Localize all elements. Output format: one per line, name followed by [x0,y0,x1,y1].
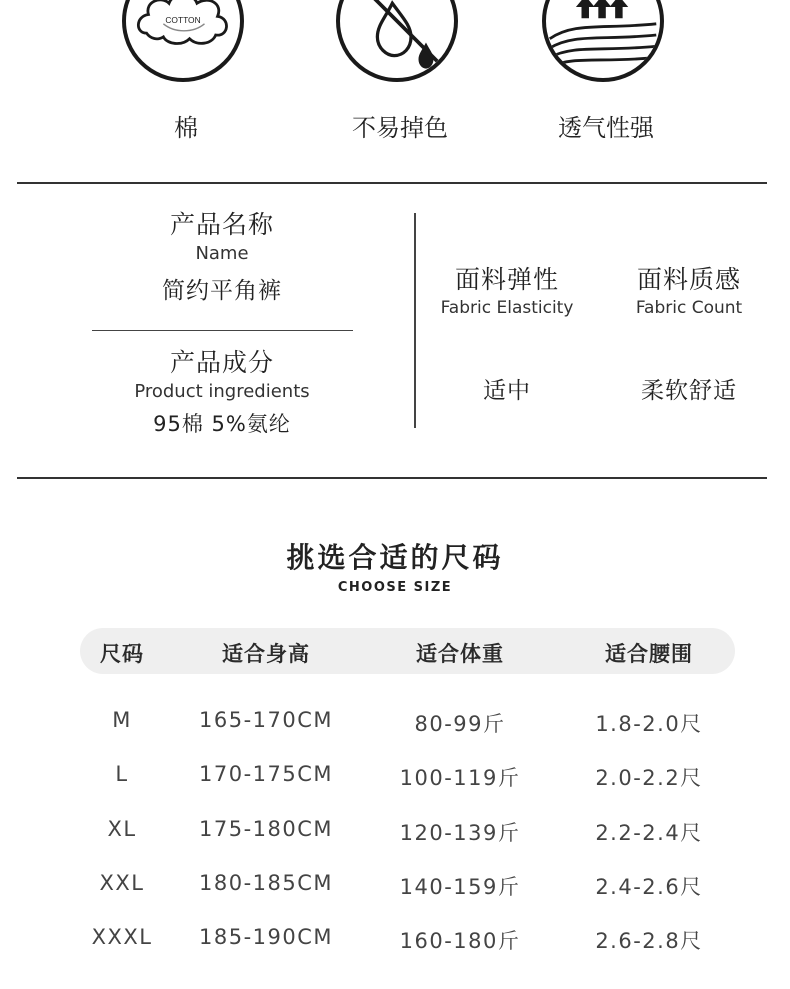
cell-weight: 160-180斤 [399,929,521,953]
size-section-subtitle: CHOOSE SIZE [337,580,453,595]
header-height: 适合身高 [222,642,310,666]
cell-waist: 2.4-2.6尺 [595,875,703,899]
header-waist: 适合腰围 [605,642,693,666]
spec-count-value: 柔软舒适 [641,378,737,404]
cell-height: 180-185CM [198,871,334,895]
middle-divider [17,477,767,479]
spec-elasticity-en: Fabric Elasticity [440,298,574,318]
spec-elasticity-value: 适中 [483,378,531,404]
cell-size: L [115,762,129,786]
cell-weight: 100-119斤 [399,766,521,790]
cell-weight: 80-99斤 [414,712,506,736]
spec-ingredients-en: Product ingredients [134,381,310,402]
spec-name-title: 产品名称 [169,210,274,239]
spec-count-block [604,260,774,318]
cell-weight: 120-139斤 [399,821,521,845]
spec-name-block [90,205,354,305]
spec-name-value: 简约平角裤 [162,278,282,304]
cell-size: M [112,708,132,732]
spec-count-title: 面料质感 [636,265,741,294]
spec-count-en: Fabric Count [635,298,743,318]
cell-height: 170-175CM [198,762,334,786]
spec-elasticity-block [422,260,592,318]
feature-label-colorfast: 不易掉色 [352,114,448,142]
cell-size: XXL [99,871,145,895]
cell-waist: 1.8-2.0尺 [595,712,703,736]
cell-waist: 2.6-2.8尺 [595,929,703,953]
no-water-drop-icon [336,0,458,82]
cotton-icon-text: COTTON [165,14,201,25]
size-section-title: 挑选合适的尺码 [286,541,504,574]
feature-label-breathable: 透气性强 [558,114,654,142]
cell-waist: 2.0-2.2尺 [595,766,703,790]
spec-name-en: Name [195,243,249,264]
cell-height: 185-190CM [198,925,334,949]
spec-elasticity-title: 面料弹性 [454,265,559,294]
breathable-arrows-icon [542,0,664,82]
header-size: 尺码 [100,642,144,666]
spec-ingredients-block [90,343,354,438]
cell-weight: 140-159斤 [399,875,521,899]
cell-height: 175-180CM [198,817,334,841]
spec-ingredients-title: 产品成分 [169,348,274,377]
feature-label-cotton: 棉 [174,114,198,142]
cell-waist: 2.2-2.4尺 [595,821,703,845]
cell-height: 165-170CM [198,708,334,732]
cell-size: XXXL [91,925,153,949]
spec-vertical-divider [414,213,416,428]
spec-ingredients-value: 95棉 5%氨纶 [153,412,291,436]
cell-size: XL [107,817,137,841]
header-weight: 适合体重 [416,642,504,666]
top-divider [17,182,767,184]
spec-left-divider [92,330,353,331]
cotton-cloud-icon [122,0,244,82]
